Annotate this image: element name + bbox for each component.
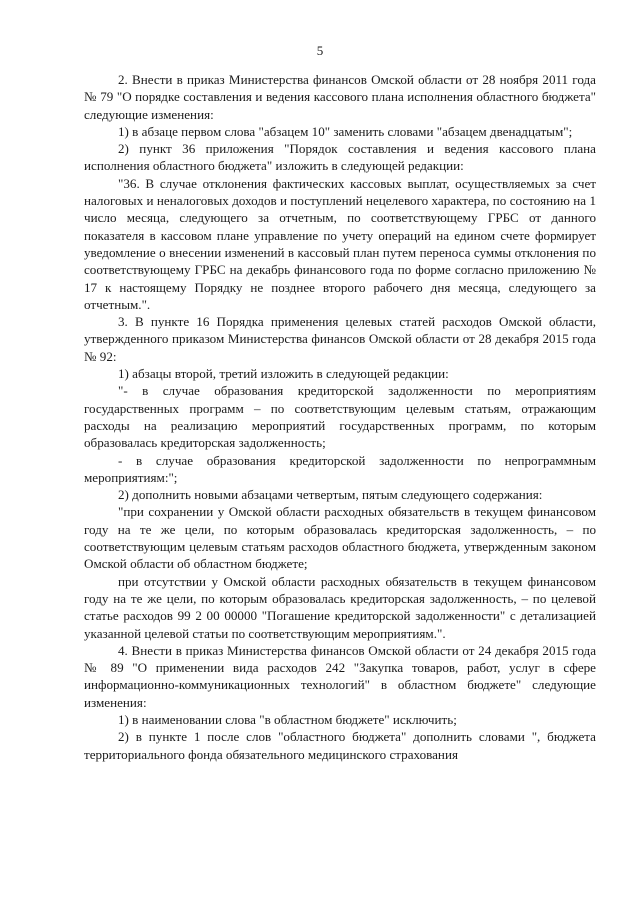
document-body [84, 71, 596, 763]
paragraph-subitem-1: 1) в наименовании слова "в областном бюджете" исключить; [118, 711, 457, 727]
paragraph-item-4: 4. Внести в приказ Министерства финансов Омской области от 24 декабря 2015 года № 89 "О применении вида расходов 242 "Закупка товаров, работ, услуг в сфере информационно-коммуникационных технологий" в областном бюджете" следующие изменения: [84, 642, 596, 710]
paragraph-subitem-2: 2) пункт 36 приложения "Порядок составления и ведения кассового плана исполнения областного бюджета" изложить в следующей редакции: [84, 141, 596, 174]
paragraph-subitem-2: 2) в пункте 1 после слов "областного бюджета" дополнить словами ", бюджета территориального фонда обязательного медицинского страхования [84, 729, 596, 762]
page-number: 5 [316, 43, 324, 58]
paragraph-item-3: 3. В пункте 16 Порядка применения целевых статей расходов Омской области, утвержденного приказом Министерства финансов Омской области от 28 декабря 2015 года № 92: [84, 314, 596, 364]
paragraph-subitem-2: 2) дополнить новыми абзацами четвертым, пятым следующего содержания: [118, 487, 543, 503]
paragraph-new-abzac-4: "при сохранении у Омской области расходных обязательств в текущем финансовом году на те же цели, по которым образовалась кредиторская задолженность, – по соответствующим целевым статьям расходов областного бюджета, утвержденным законом Омской области об областном бюджете; [84, 504, 596, 572]
paragraph-quoted-point-36: "36. В случае отклонения фактических кассовых выплат, осуществляемых за счет налоговых и неналоговых доходов и поступлений нецелевого характера, по состоянию на 1 число месяца, следующего за отчетным, по соответствующему ГРБС от данного показателя в кассовом плане управление по учету операций на едином счете формирует уведомление о внесении изменений в кассовый план путем переноса суммы отклонения по соответствующему ГРБС на декабрь финансового года по форме согласно приложению № 17 к настоящему Порядку не позднее второго рабочего дня месяца, следующего за отчетным.". [84, 175, 596, 312]
paragraph-subitem-1: 1) абзацы второй, третий изложить в следующей редакции: [118, 366, 449, 382]
paragraph-quoted-dash-2: - в случае образования кредиторской задолженности по непрограммным мероприятиям:"; [84, 452, 596, 485]
paragraph-new-abzac-5: при отсутствии у Омской области расходных обязательств в текущем финансовом году на те же цели, по которым образовалась кредиторская задолженность, – по целевой статье расходов 99 2 00 00000 "Погашение кредиторской задолженности" с детализацией указанной целевой статьи по соответствующим мероприятиям.". [84, 573, 596, 641]
paragraph-quoted-dash-1: "- в случае образования кредиторской задолженности по мероприятиям государственных программ – по соответствующим целевым статьям, отражающим расходы на реализацию мероприятий государственных программ, по которым образовалась кредиторская задолженность; [84, 383, 596, 451]
paragraph-item-2: 2. Внести в приказ Министерства финансов Омской области от 28 ноября 2011 года № 79 "О порядке составления и ведения кассового плана исполнения областного бюджета" следующие изменения: [84, 72, 596, 122]
paragraph-subitem-1: 1) в абзаце первом слова "абзацем 10" заменить словами "абзацем двенадцатым"; [118, 123, 573, 139]
